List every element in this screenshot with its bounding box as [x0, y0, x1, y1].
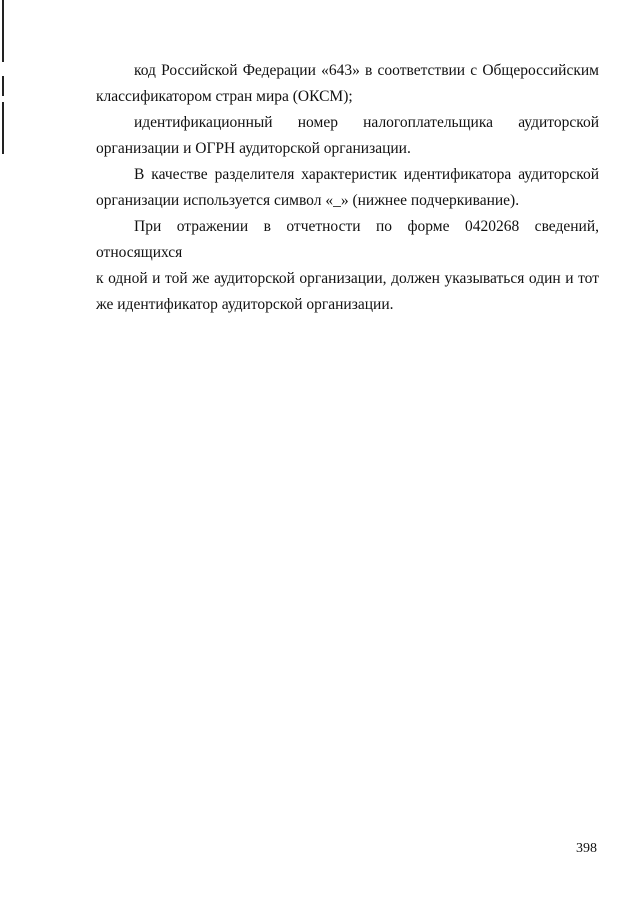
margin-line [2, 102, 4, 154]
paragraph [96, 214, 599, 318]
paragraph-continuation: классификатором стран мира (ОКСМ); [96, 88, 353, 105]
paragraph-first-line: В качестве разделителя характеристик идентификатора аудиторской [134, 166, 599, 183]
paragraph [96, 162, 599, 214]
margin-line [2, 0, 4, 62]
page-number: 398 [576, 841, 597, 856]
paragraph [96, 58, 599, 110]
paragraph-continuation: к одной и той же аудиторской организации, должен указываться один и тот же идентификатор аудиторской организации. [96, 270, 599, 313]
paragraph-first-line: При отражении в отчетности по форме 0420268 сведений, относящихся [96, 218, 599, 261]
body-text [96, 58, 599, 318]
paragraph-continuation: организации используется символ «_» (нижнее подчеркивание). [96, 192, 520, 209]
margin-line [2, 76, 4, 96]
paragraph [96, 110, 599, 162]
paragraph-continuation: организации и ОГРН аудиторской организации. [96, 140, 411, 157]
paragraph-first-line: идентификационный номер налогоплательщика аудиторской [134, 114, 599, 131]
paragraph-first-line: код Российской Федерации «643» в соответствии с Общероссийским [134, 62, 599, 79]
